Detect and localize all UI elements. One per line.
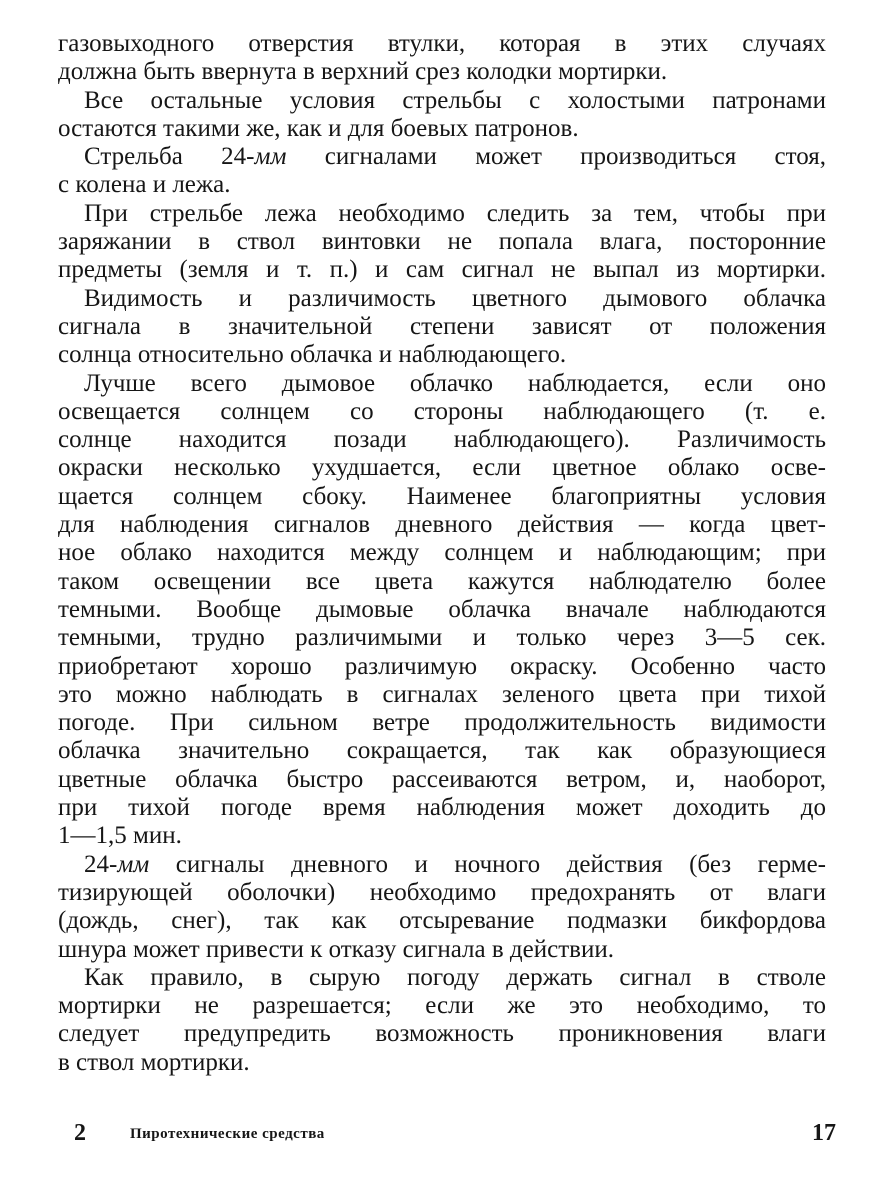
text-line: Как правило, в сырую погоду держать сигнал в стволе [84,963,826,991]
text-line: солнца относительно облачка и наблюдающего. [58,341,567,369]
body-text [58,30,826,1077]
text-line: шнура может привести к отказу сигнала в действии. [58,935,614,963]
text-line: (дождь, снег), так как отсыревание подмазки бикфордова [58,907,826,935]
text-line: При стрельбе лежа необходимо следить за тем, чтобы при [84,199,826,227]
text-line: газовыходного отверстия втулки, которая в этих случаях [58,30,826,57]
signature-title: Пиротехнические средства [130,1126,325,1142]
text-line: должна быть ввернута в верхний срез колодки мортирки. [58,58,668,86]
page-footer [0,1118,884,1152]
text-line: заряжании в ствол винтовки не попала влага, посторонние [58,228,826,256]
text-line: солнце находится позади наблюдающего). Различимость [58,426,826,454]
text-line: это можно наблюдать в сигналах зеленого цвета при тихой [58,680,826,708]
text-line: погоде. При сильном ветре продолжительность видимости [58,709,826,737]
text-line: Лучше всего дымовое облачко наблюдается, если оно [84,369,826,397]
page-number: 17 [812,1120,836,1146]
text-line: щается солнцем сбоку. Наименее благоприятны условия [58,482,826,510]
text-line: при тихой погоде время наблюдения может доходить до [58,794,826,822]
text-line: темными. Вообще дымовые облачка вначале наблюдаются [58,595,826,623]
text-line: ное облако находится между солнцем и наблюдающим; при [58,539,826,567]
text-line: приобретают хорошо различимую окраску. Особенно часто [58,652,826,680]
text-line: Стрельба 24-мм сигналами может производиться стоя, [84,143,826,171]
unit-italic: мм [254,143,287,171]
text-line: тизирующей оболочки) необходимо предохранять от влаги [58,878,826,906]
text-line: Видимость и различимость цветного дымового облачка [84,284,826,312]
unit-italic: мм [117,850,150,878]
text-line: сигнала в значительной степени зависят от положения [58,312,826,340]
text-line: в ствол мортирки. [58,1048,250,1076]
signature-number: 2 [74,1120,86,1146]
text-line: для наблюдения сигналов дневного действия — когда цвет- [58,511,826,539]
text-line: с колена и лежа. [58,171,231,199]
text-line: предметы (земля и т. п.) и сам сигнал не выпал из мортирки. [58,256,826,284]
text-line: 24-мм сигналы дневного и ночного действия (без герме- [84,850,826,878]
text-line: освещается солнцем со стороны наблюдающего (т. е. [58,397,826,425]
text-line: таком освещении все цвета кажутся наблюдателю более [58,567,826,595]
text-line: мортирки не разрешается; если же это необходимо, то [58,992,826,1020]
text-line: окраски несколько ухудшается, если цветное облако осве- [58,454,826,482]
text-line: Все остальные условия стрельбы с холостыми патронами [84,86,826,114]
text-line: следует предупредить возможность проникновения влаги [58,1020,826,1048]
text-line: 1—1,5 мин. [58,822,182,850]
text-line: цветные облачка быстро рассеиваются ветром, и, наоборот, [58,765,826,793]
text-line: остаются такими же, как и для боевых патронов. [58,114,579,142]
text-line: облачка значительно сокращается, так как образующиеся [58,737,826,765]
text-line: темными, трудно различимыми и только через 3—5 сек. [58,624,826,652]
